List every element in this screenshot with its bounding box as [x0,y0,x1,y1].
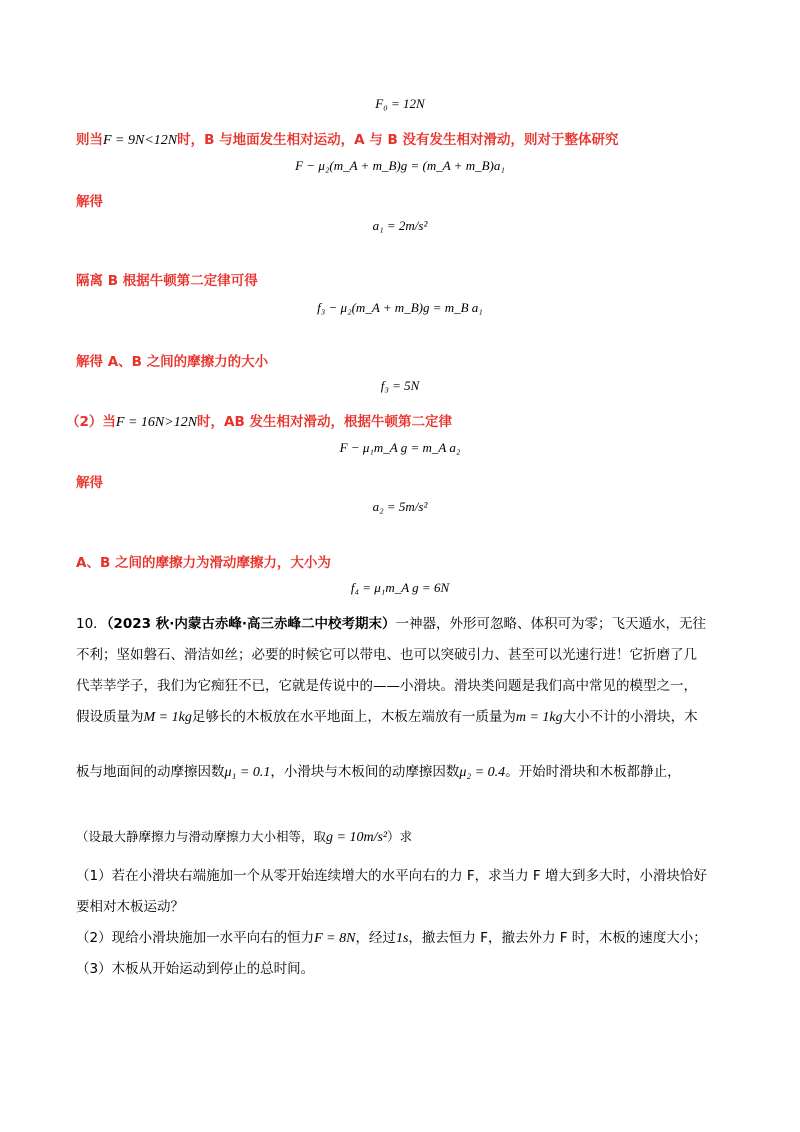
problem-text-5c: 。开始时滑块和木板都静止， [505,764,681,780]
part2-inline-formula: F = 16N>12N [115,415,198,430]
problem-text-4b: 足够长的木板放在水平地面上，木板左端放有一质量为 [191,709,516,725]
equation-f0 [0,96,800,112]
mu2-formula: μ₂ = 0.4 [459,765,506,780]
solve-label-1-text: 解得 [76,194,103,210]
problem-10-line-4 [76,705,698,726]
question-2-line [76,926,707,947]
force-8n-formula: F = 8N [314,931,356,946]
question-3-text: （3）木板从开始运动到停止的总时间。 [76,961,315,977]
case1-suffix: 时，B 与地面发生相对运动，A 与 B 没有发生相对滑动，则对于整体研究 [177,132,619,148]
solution-line-part2 [66,410,452,431]
sliding-friction-text: A、B 之间的摩擦力为滑动摩擦力，大小为 [76,555,331,571]
problem-source: （2023 秋·内蒙古赤峰·高三赤峰二中校考期末） [106,616,396,632]
mass-board-formula: M = 1kg [143,710,192,725]
problem-number: 10． [76,616,107,632]
isolate-b-text: 隔离 B 根据牛顿第二定律可得 [76,273,258,289]
equation-a1 [0,218,800,234]
equation-f4 [0,580,800,596]
equation-f4-text: f₄ = μ₁m_A g = 6N [350,580,450,595]
solve-label-2 [76,471,103,491]
equation-whole-system-text: F − μ₂(m_A + m_B)g = (m_A + m_B)a₁ [295,158,505,173]
problem-10-line-6 [76,827,412,846]
equation-part2 [0,440,800,456]
equation-part2-text: F − μ₁m_A g = m_A a₂ [339,440,461,455]
solve-friction-text: 解得 A、B 之间的摩擦力的大小 [76,354,269,370]
problem-text-2: 不利；坚如磐石、滑洁如丝；必要的时候它可以带电、也可以突破引力、甚至可以光速行进！它折磨了几 [76,647,697,663]
question-2-text-b: ，经过 [355,930,396,946]
equation-a2 [0,499,800,515]
case1-prefix: 则当 [76,132,103,148]
question-2-text-c: ，撤去恒力 F，撤去外力 F 时，木板的速度大小； [408,930,707,946]
question-1-text-b: 要相对木板运动？ [76,899,184,915]
question-1-text-a: （1）若在小滑块右端施加一个从零开始连续增大的水平向右的力 F，求当力 F 增大到多大时，小滑块恰好 [76,868,707,884]
mu1-formula: μ₁ = 0.1 [224,765,271,780]
question-1-line-2 [76,895,184,915]
sliding-friction-line [76,551,331,571]
problem-text-5b: ，小滑块与木板间的动摩擦因数 [270,764,460,780]
part2-suffix: 时，AB 发生相对滑动，根据牛顿第二定律 [197,414,452,430]
question-2-text-a: （2）现给小滑块施加一水平向右的恒力 [76,930,315,946]
problem-text-3: 代莘莘学子，我们为它痴狂不已，它就是传说中的——小滑块。滑块类问题是我们高中常见的模型之一， [76,678,697,694]
solve-label-2-text: 解得 [76,475,103,491]
question-3-line [76,957,314,977]
solution-line-case1 [76,128,618,149]
equation-f3-formula [0,300,800,316]
question-1-line-1 [76,864,707,884]
problem-10-line-1 [76,612,706,632]
equation-f3 [0,378,800,394]
problem-text-4a: 假设质量为 [76,709,144,725]
mass-block-formula: m = 1kg [515,710,563,725]
problem-10-line-2 [76,643,697,663]
equation-f0-text: F₀ = 12N [375,96,425,111]
case1-inline-formula: F = 9N<12N [103,133,178,148]
equation-a2-text: a₂ = 5m/s² [372,499,428,514]
problem-text-4c: 大小不计的小滑块，木 [562,709,698,725]
equation-a1-text: a₁ = 2m/s² [372,218,428,233]
problem-10-line-5 [76,760,681,781]
equation-f3-text: f₃ = 5N [380,378,420,393]
part2-prefix: （2）当 [66,414,116,430]
equation-whole-system [0,158,800,174]
gravity-formula: g = 10m/s² [326,830,388,845]
solve-label-1 [76,190,103,210]
problem-text-1: 一神器，外形可忽略、体积可为零；飞天遁水，无往 [395,616,706,632]
problem-text-6a: （设最大静摩擦力与滑动摩擦力大小相等，取 [76,829,327,844]
equation-f3-formula-text: f₃ − μ₂(m_A + m_B)g = m_B a₁ [317,300,483,315]
isolate-b-line [76,269,258,289]
problem-text-5a: 板与地面间的动摩擦因数 [76,764,225,780]
time-1s-formula: 1s [395,931,409,946]
solve-friction-line [76,350,268,370]
problem-text-6b: ）求 [387,829,413,844]
problem-10-line-3 [76,674,697,694]
